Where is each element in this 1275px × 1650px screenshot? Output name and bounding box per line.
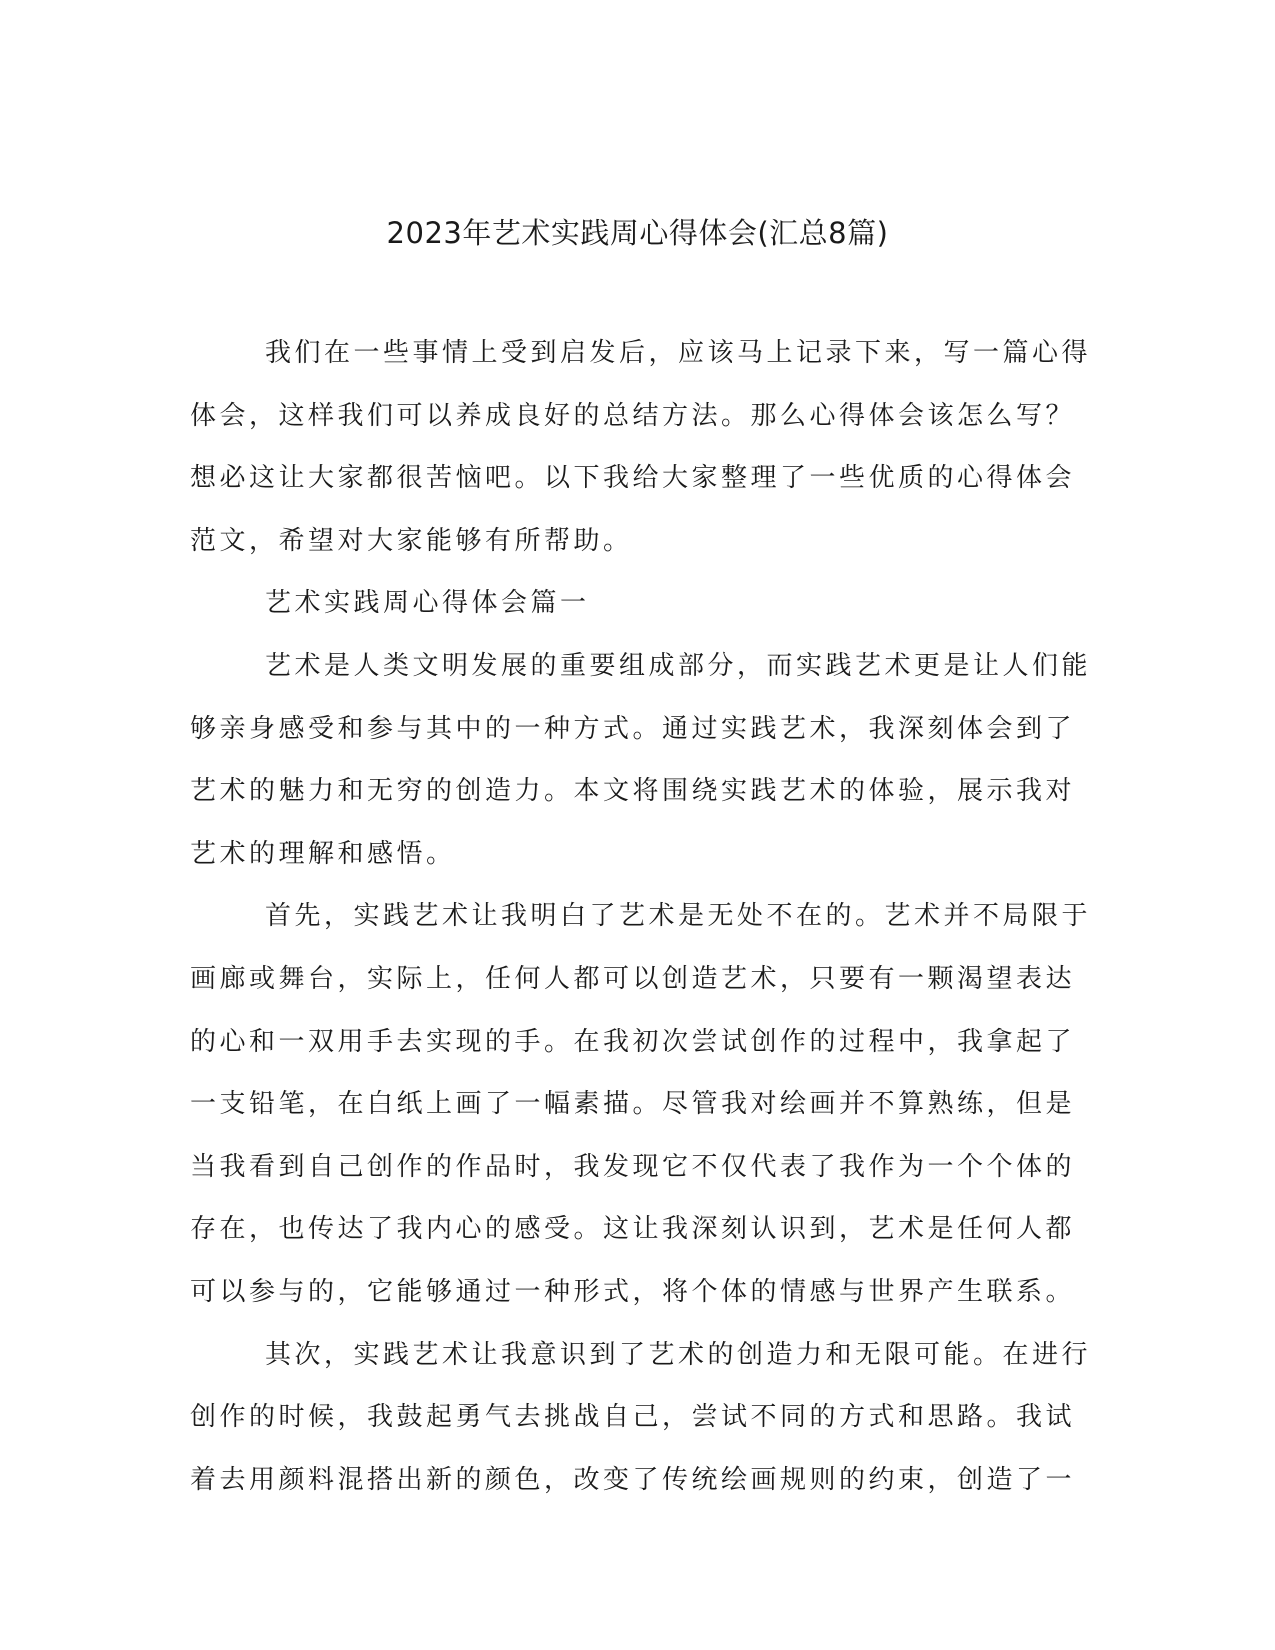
text-line: 想必这让大家都很苦恼吧。以下我给大家整理了一些优质的心得体会	[190, 463, 1076, 494]
text-line: 艺术是人类文明发展的重要组成部分，而实践艺术更是让人们能	[265, 650, 1092, 681]
text-line: 我们在一些事情上受到启发后，应该马上记录下来，写一篇心得	[265, 338, 1092, 368]
document-title: 2023年艺术实践周心得体会(汇总8篇)	[386, 216, 889, 250]
text-line: 艺术的理解和感悟。	[190, 838, 456, 869]
text-line: 体会，这样我们可以养成良好的总结方法。那么心得体会该怎么写？	[190, 400, 1076, 431]
text-line: 创作的时候，我鼓起勇气去挑战自己，尝试不同的方式和思路。我试	[190, 1402, 1076, 1433]
text-line: 的心和一双用手去实现的手。在我初次尝试创作的过程中，我拿起了	[190, 1026, 1076, 1057]
text-line: 范文，希望对大家能够有所帮助。	[190, 525, 633, 556]
text-line: 一支铅笔，在白纸上画了一幅素描。尽管我对绘画并不算熟练，但是	[190, 1089, 1076, 1120]
text-line: 存在，也传达了我内心的感受。这让我深刻认识到，艺术是任何人都	[190, 1214, 1076, 1245]
text-line: 够亲身感受和参与其中的一种方式。通过实践艺术，我深刻体会到了	[190, 713, 1076, 744]
text-line: 其次，实践艺术让我意识到了艺术的创造力和无限可能。在进行	[265, 1339, 1092, 1370]
text-line: 艺术的魅力和无穷的创造力。本文将围绕实践艺术的体验，展示我对	[190, 776, 1076, 807]
text-line: 着去用颜料混搭出新的颜色，改变了传统绘画规则的约束，创造了一	[190, 1464, 1076, 1495]
text-line: 当我看到自己创作的作品时，我发现它不仅代表了我作为一个个体的	[190, 1151, 1076, 1182]
text-line: 首先，实践艺术让我明白了艺术是无处不在的。艺术并不局限于	[265, 901, 1092, 932]
text-line: 可以参与的，它能够通过一种形式，将个体的情感与世界产生联系。	[190, 1276, 1076, 1307]
text-line: 画廊或舞台，实际上，任何人都可以创造艺术，只要有一颗渴望表达	[190, 963, 1076, 994]
section-heading: 艺术实践周心得体会篇一	[265, 588, 590, 619]
document-body	[190, 333, 1092, 1522]
